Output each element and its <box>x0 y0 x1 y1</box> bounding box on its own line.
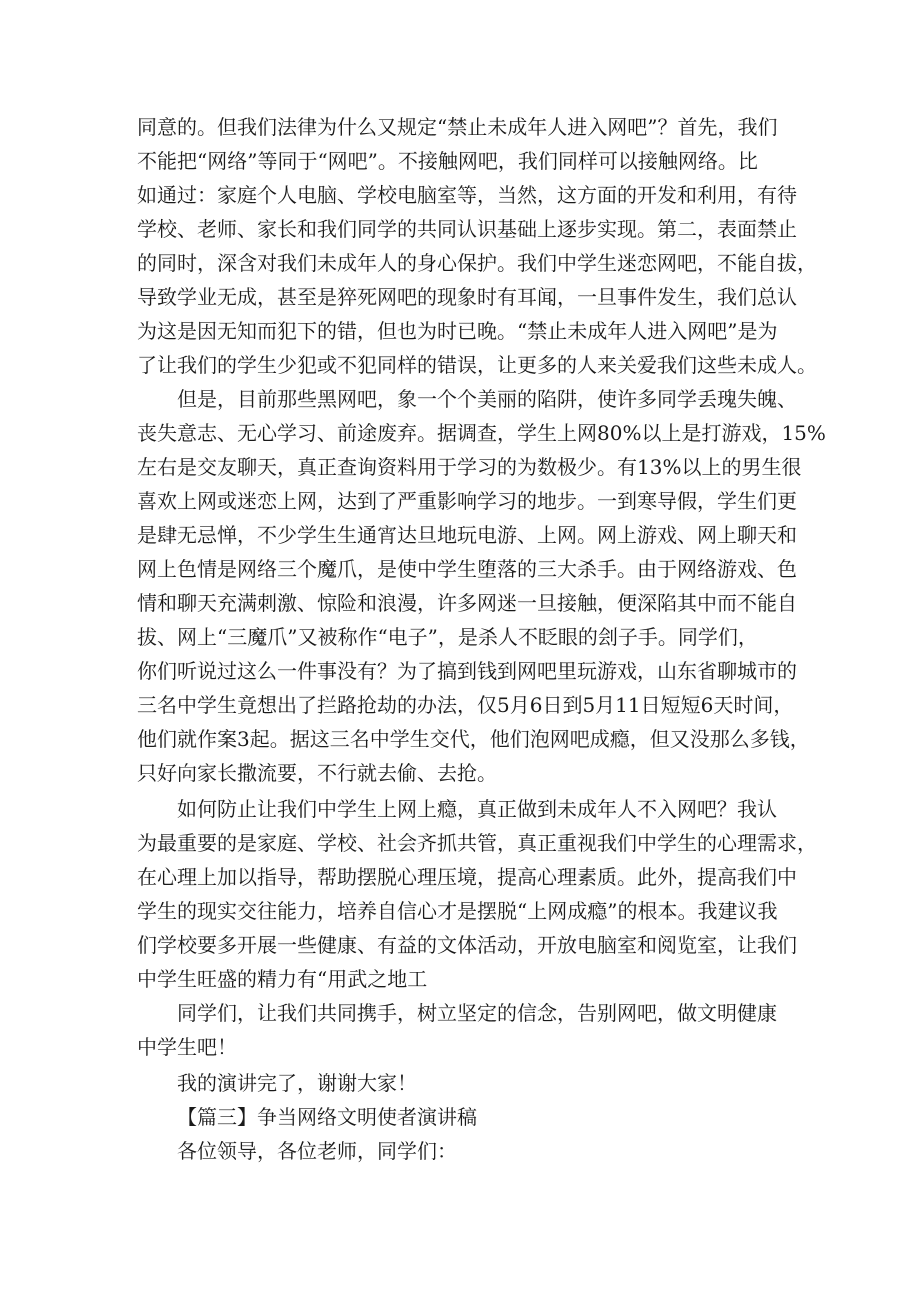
line-text: 同意的。但我们法律为什么又规定“禁止未成年人进入网吧”？首先，我们 <box>137 115 778 139</box>
text-line <box>0 586 920 620</box>
text-line <box>0 756 920 790</box>
text-line <box>0 552 920 586</box>
line-text: 中学生吧！ <box>137 1035 237 1059</box>
text-line <box>0 722 920 756</box>
text-line <box>0 484 920 518</box>
line-text: 如何防止让我们中学生上网上瘾，真正做到未成年人不入网吧？我认 <box>177 797 777 821</box>
text-line <box>0 996 920 1030</box>
line-text: 了让我们的学生少犯或不犯同样的错误，让更多的人来关爱我们这些未成人。 <box>137 353 817 377</box>
line-text: 学生的现实交往能力，培养自信心才是摆脱“上网成瘾”的根本。我建议我 <box>137 899 778 923</box>
line-text: 左右是交友聊天，真正查询资料用于学习的为数极少。有13%以上的男生很 <box>137 455 802 479</box>
line-text: 只好向家长撒流要，不行就去偷、去抢。 <box>137 761 497 785</box>
text-line <box>0 110 920 144</box>
section-heading <box>0 1100 920 1134</box>
line-text: 中学生旺盛的精力有“用武之地工 <box>137 967 428 991</box>
text-line <box>0 894 920 928</box>
text-line <box>0 450 920 484</box>
text-line <box>0 860 920 894</box>
text-line <box>0 178 920 212</box>
line-text: 丧失意志、无心学习、前途废弃。据调查，学生上网80%以上是打游戏，15% <box>137 421 826 445</box>
line-text: 情和聊天充满刺激、惊险和浪漫，许多网迷一旦接触，便深陷其中而不能自 <box>137 591 797 615</box>
line-text: 学校、老师、家长和我们同学的共同认识基础上逐步实现。第二，表面禁止 <box>137 217 797 241</box>
line-text: 为这是因无知而犯下的错，但也为时已晚。“禁止未成年人进入网吧”是为 <box>137 319 778 343</box>
line-text: 是肆无忌惮，不少学生生通宵达旦地玩电游、上网。网上游戏、网上聊天和 <box>137 523 797 547</box>
text-line <box>0 382 920 416</box>
line-text: 三名中学生竟想出了拦路抢劫的办法，仅5月6日到5月11日短短6天时间， <box>137 693 794 717</box>
line-text: 如通过：家庭个人电脑、学校电脑室等，当然，这方面的开发和利用，有待 <box>137 183 797 207</box>
line-text: 我的演讲完了，谢谢大家！ <box>177 1071 417 1095</box>
text-line <box>0 280 920 314</box>
text-line <box>0 688 920 722</box>
line-text: 网上色情是网络三个魔爪，是使中学生堕落的三大杀手。由于网络游戏、色 <box>137 557 797 581</box>
text-line <box>0 792 920 826</box>
line-text: 为最重要的是家庭、学校、社会齐抓共管，真正重视我们中学生的心理需求， <box>137 831 817 855</box>
text-line <box>0 348 920 382</box>
text-line <box>0 1066 920 1100</box>
line-text: 同学们，让我们共同携手，树立坚定的信念，告别网吧，做文明健康 <box>177 1001 777 1025</box>
line-text: 喜欢上网或迷恋上网，达到了严重影响学习的地步。一到寒导假，学生们更 <box>137 489 797 513</box>
text-line <box>0 144 920 178</box>
line-text: 他们就作案3起。据这三名中学生交代，他们泡网吧成瘾，但又没那么多钱， <box>137 727 810 751</box>
text-line <box>0 212 920 246</box>
text-line <box>0 962 920 996</box>
line-text: 导致学业无成，甚至是猝死网吧的现象时有耳闻，一旦事件发生，我们总认 <box>137 285 797 309</box>
text-line <box>0 1030 920 1064</box>
line-text: 拔、网上“三魔爪”又被称作“电子”，是杀人不眨眼的刽子手。同学们， <box>137 625 758 649</box>
text-line <box>0 1134 920 1168</box>
text-line <box>0 314 920 348</box>
text-line <box>0 826 920 860</box>
text-line <box>0 620 920 654</box>
line-text: 们学校要多开展一些健康、有益的文体活动，开放电脑室和阅览室，让我们 <box>137 933 797 957</box>
line-text: 各位领导，各位老师，同学们： <box>177 1139 457 1163</box>
text-line <box>0 518 920 552</box>
text-line <box>0 654 920 688</box>
line-text: 不能把“网络”等同于“网吧”。不接触网吧，我们同样可以接触网络。比 <box>137 149 758 173</box>
text-line <box>0 246 920 280</box>
line-text: 的同时，深含对我们未成年人的身心保护。我们中学生迷恋网吧，不能自拔， <box>137 251 817 275</box>
line-text: 你们听说过这么一件事没有？为了搞到钱到网吧里玩游戏，山东省聊城市的 <box>137 659 797 683</box>
line-text: 但是，目前那些黑网吧，象一个个美丽的陷阱，使许多同学丢瑰失魄、 <box>177 387 797 411</box>
text-line <box>0 416 920 450</box>
section-heading-text: 【篇三】争当网络文明使者演讲稿 <box>177 1105 477 1129</box>
line-text: 在心理上加以指导，帮助摆脱心理压境，提高心理素质。此外，提高我们中 <box>137 865 797 889</box>
text-line <box>0 928 920 962</box>
